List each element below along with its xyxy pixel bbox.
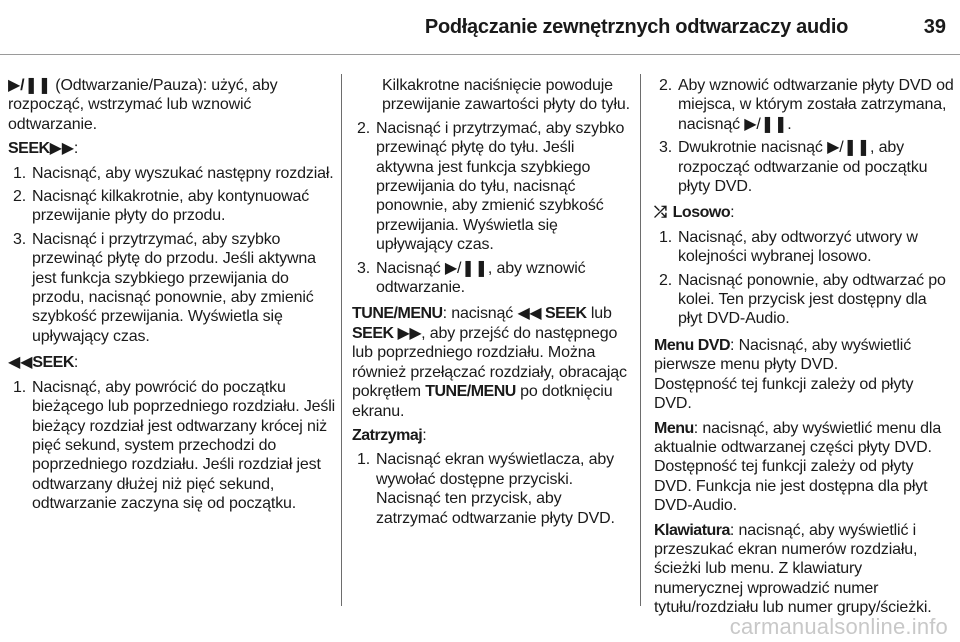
fast-forward-icon: ▶▶ — [49, 140, 74, 158]
stop-steps — [352, 450, 630, 528]
seek-forward-heading: SEEK▶▶: — [8, 140, 79, 158]
list-item: 2. Nacisnąć kilkakrotnie, aby kontynuować przewijanie płyty do przodu. — [12, 188, 310, 225]
page-number: 39 — [923, 16, 946, 38]
play-pause-paragraph: ▶/❚❚ (Odtwarzanie/Pauza): użyć, aby rozpocząć, wstrzymać lub wznowić odtwarzanie. — [8, 77, 278, 133]
list-item: 2. Nacisnąć i przytrzymać, aby szybko przewinąć płytę do tyłu. Jeśli aktywna jest funkcja szybkiego przewijania do tyłu, nacisnąć ponownie, aby zmienić szybkość przewijania. Wyświetla się upływający czas. — [356, 119, 625, 254]
stop-heading: Zatrzymaj: — [352, 426, 427, 444]
column-3 — [654, 76, 954, 623]
column-divider — [341, 74, 342, 606]
shuffle-heading: ⤮ Losowo: — [654, 204, 735, 222]
seek-forward-button-ref: SEEK ▶▶ — [352, 324, 422, 342]
column-1 — [8, 76, 336, 521]
list-item: 1. Nacisnąć, aby wyszukać następny rozdział. — [12, 164, 334, 182]
seek-forward-steps — [8, 164, 336, 347]
list-item: 1. Nacisnąć, aby odtworzyć utwory w kolejności wybranej losowo. — [658, 228, 918, 266]
seek-back-button-ref: ◀◀ SEEK — [517, 305, 587, 323]
tune-menu-paragraph: TUNE/MENU: nacisnąć ◀◀ SEEK lub SEEK ▶▶, aby przejść do następnego lub poprzedniego rozdziału. Można również przełączać rozdziały, obracając pokrętłem TUNE/MENU po dotknięciu ekranu. — [352, 305, 627, 420]
list-item: 3. Nacisnąć ▶/❚❚, aby wznowić odtwarzanie. — [356, 259, 586, 297]
list-item: 3. Dwukrotnie nacisnąć ▶/❚❚, aby rozpocząć odtwarzanie od początku płyty DVD. — [658, 139, 928, 196]
list-item: 2. Nacisnąć ponownie, aby odtwarzać po kolei. Ten przycisk jest dostępny dla płyt DVD-Audio. — [658, 271, 946, 328]
keyboard-paragraph: Klawiatura: nacisnąć, aby wyświetlić i przeszukać ekran numerów rozdziału, ścieżki lub menu. Z klawiatury numerycznej wprowadzić numer tytułu/rozdziału lub numer grupy/ścieżki. — [654, 521, 932, 617]
menu-dvd-paragraph: Menu DVD: Nacisnąć, aby wyświetlić pierwsze menu płyty DVD. Dostępność tej funkcji zależy od płyty DVD. — [654, 336, 914, 413]
watermark: carmanualsonline.info — [729, 614, 948, 639]
rewind-icon: ◀◀ — [8, 354, 33, 372]
column-divider — [640, 74, 641, 606]
continued-text: Kilkakrotne naciśnięcie powoduje przewijanie zawartości płyty do tyłu. — [382, 77, 630, 114]
seek-back-steps-continued — [352, 119, 630, 298]
seek-back-heading: ◀◀SEEK: — [8, 354, 79, 372]
list-item: 1. Nacisnąć, aby powrócić do początku bieżącego lub poprzedniego rozdziału. Jeśli bieżący rozdział jest odtwarzany krócej niż pięć sekund, system przechodzi do poprzedniego rozdziału. Jeśli rozdział jest odtwarzany dłużej niż pięć sekund, odtwarzanie zaczyna się od początku. — [12, 378, 336, 513]
shuffle-steps — [654, 228, 954, 329]
page-title: Podłączanie zewnętrznych odtwarzaczy audio — [424, 16, 848, 38]
shuffle-icon: ⤮ — [654, 204, 667, 222]
list-item: 1. Nacisnąć ekran wyświetlacza, aby wywołać dostępne przyciski. Nacisnąć ten przycisk, aby zatrzymać odtwarzanie płyty DVD. — [356, 451, 615, 527]
column-2 — [352, 76, 630, 535]
menu-paragraph: Menu: nacisnąć, aby wyświetlić menu dla aktualnie odtwarzanej części płyty DVD. Dostępność tej funkcji zależy od płyty DVD. Funkcja nie jest dostępna dla płyt DVD-Audio. — [654, 419, 942, 515]
seek-back-steps — [8, 378, 336, 514]
resume-steps — [654, 76, 954, 196]
play-pause-icon: ▶/❚❚ — [8, 77, 51, 94]
page-header — [0, 0, 960, 55]
list-item: 3. Nacisnąć i przytrzymać, aby szybko przewinąć płytę do przodu. Jeśli aktywna jest funkcja szybkiego przewijania do przodu, nacisnąć ponownie, aby zmienić szybkość przewijania. Wyświetla się upływający czas. — [12, 230, 316, 345]
list-item: 2. Aby wznowić odtwarzanie płyty DVD od miejsca, w którym została zatrzymana, nacisnąć ▶/❚❚. — [658, 77, 954, 133]
